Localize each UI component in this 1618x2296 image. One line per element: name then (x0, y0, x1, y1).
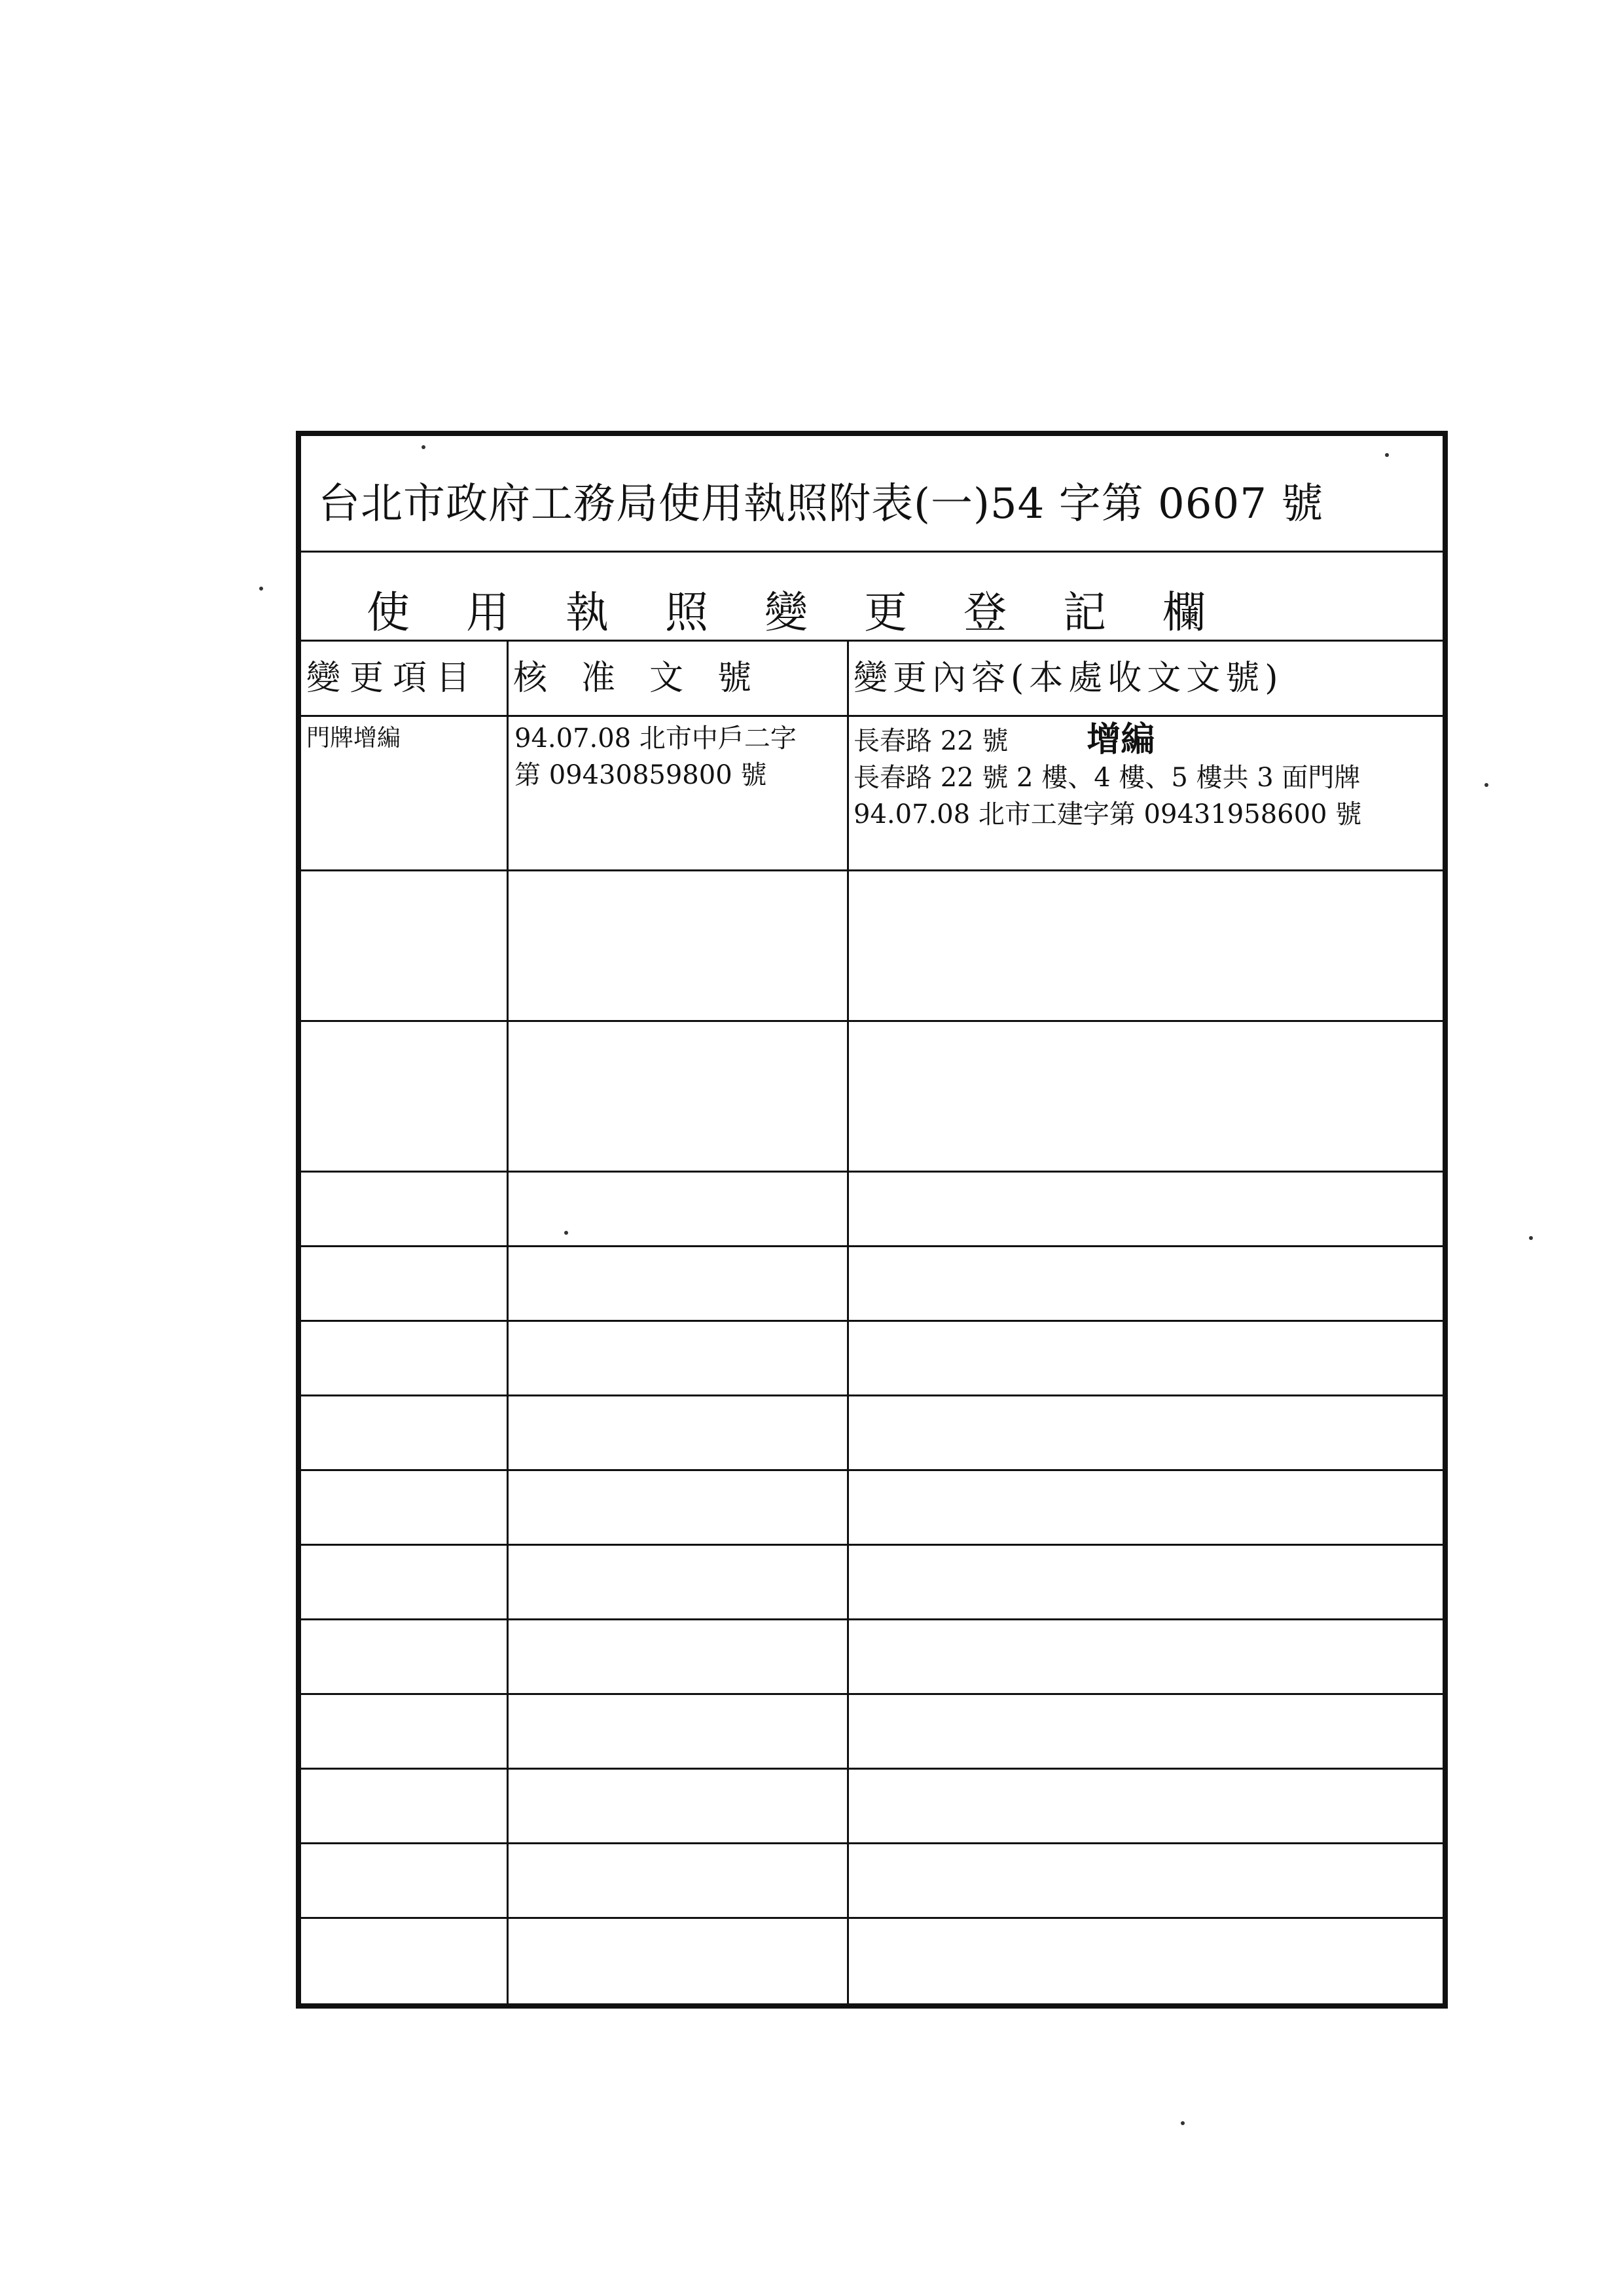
record-content-tag: 增編 (1087, 720, 1155, 759)
record-content-line (854, 720, 1361, 759)
row-divider (301, 1171, 1443, 1173)
column-divider (507, 642, 509, 2003)
row-divider (301, 869, 1443, 871)
row-divider (301, 1917, 1443, 1919)
form-heading: 使用執照變更登記欄 (367, 587, 1262, 638)
license-change-form (296, 431, 1448, 2009)
change-record-table (301, 642, 1443, 2003)
column-header-item: 變更項目 (306, 659, 480, 698)
row-divider (301, 1618, 1443, 1620)
row-divider (301, 1768, 1443, 1770)
form-title: 台北市政府工務局使用執照附表(一)54 字第 0607 號 (318, 480, 1324, 528)
row-divider (301, 1469, 1443, 1471)
record-content-line: 94.07.08 北市工建字第 09431958600 號 (854, 799, 1362, 829)
record-approval-line: 94.07.08 北市中戶二字 (514, 723, 797, 754)
record-approval-line: 第 09430859800 號 (514, 760, 767, 790)
scan-speck (422, 445, 425, 449)
record-content-line: 長春路 22 號 2 樓、4 樓、5 樓共 3 面門牌 (854, 763, 1361, 793)
row-divider (301, 1693, 1443, 1695)
scan-speck (259, 587, 263, 591)
scan-speck (1484, 783, 1488, 787)
column-divider (847, 642, 849, 2003)
row-divider (301, 1394, 1443, 1396)
scan-speck (564, 1231, 568, 1235)
row-divider (301, 715, 1443, 717)
column-header-content: 變更內容(本處收文文號) (854, 659, 1284, 698)
scan-speck (1181, 2121, 1185, 2125)
record-content (854, 720, 1361, 833)
column-header-approval: 核 准 文 號 (513, 659, 752, 698)
record-approval (514, 720, 797, 793)
record-content-address: 長春路 22 號 (854, 726, 1009, 756)
scan-speck (1385, 453, 1389, 457)
record-item: 門牌增編 (306, 725, 401, 752)
row-divider (301, 1842, 1443, 1844)
row-divider (301, 1320, 1443, 1322)
row-divider (301, 1020, 1443, 1022)
scan-speck (1529, 1236, 1533, 1240)
row-divider (301, 1245, 1443, 1247)
form-heading-row (301, 553, 1443, 642)
form-title-row (301, 436, 1443, 553)
row-divider (301, 1544, 1443, 1546)
